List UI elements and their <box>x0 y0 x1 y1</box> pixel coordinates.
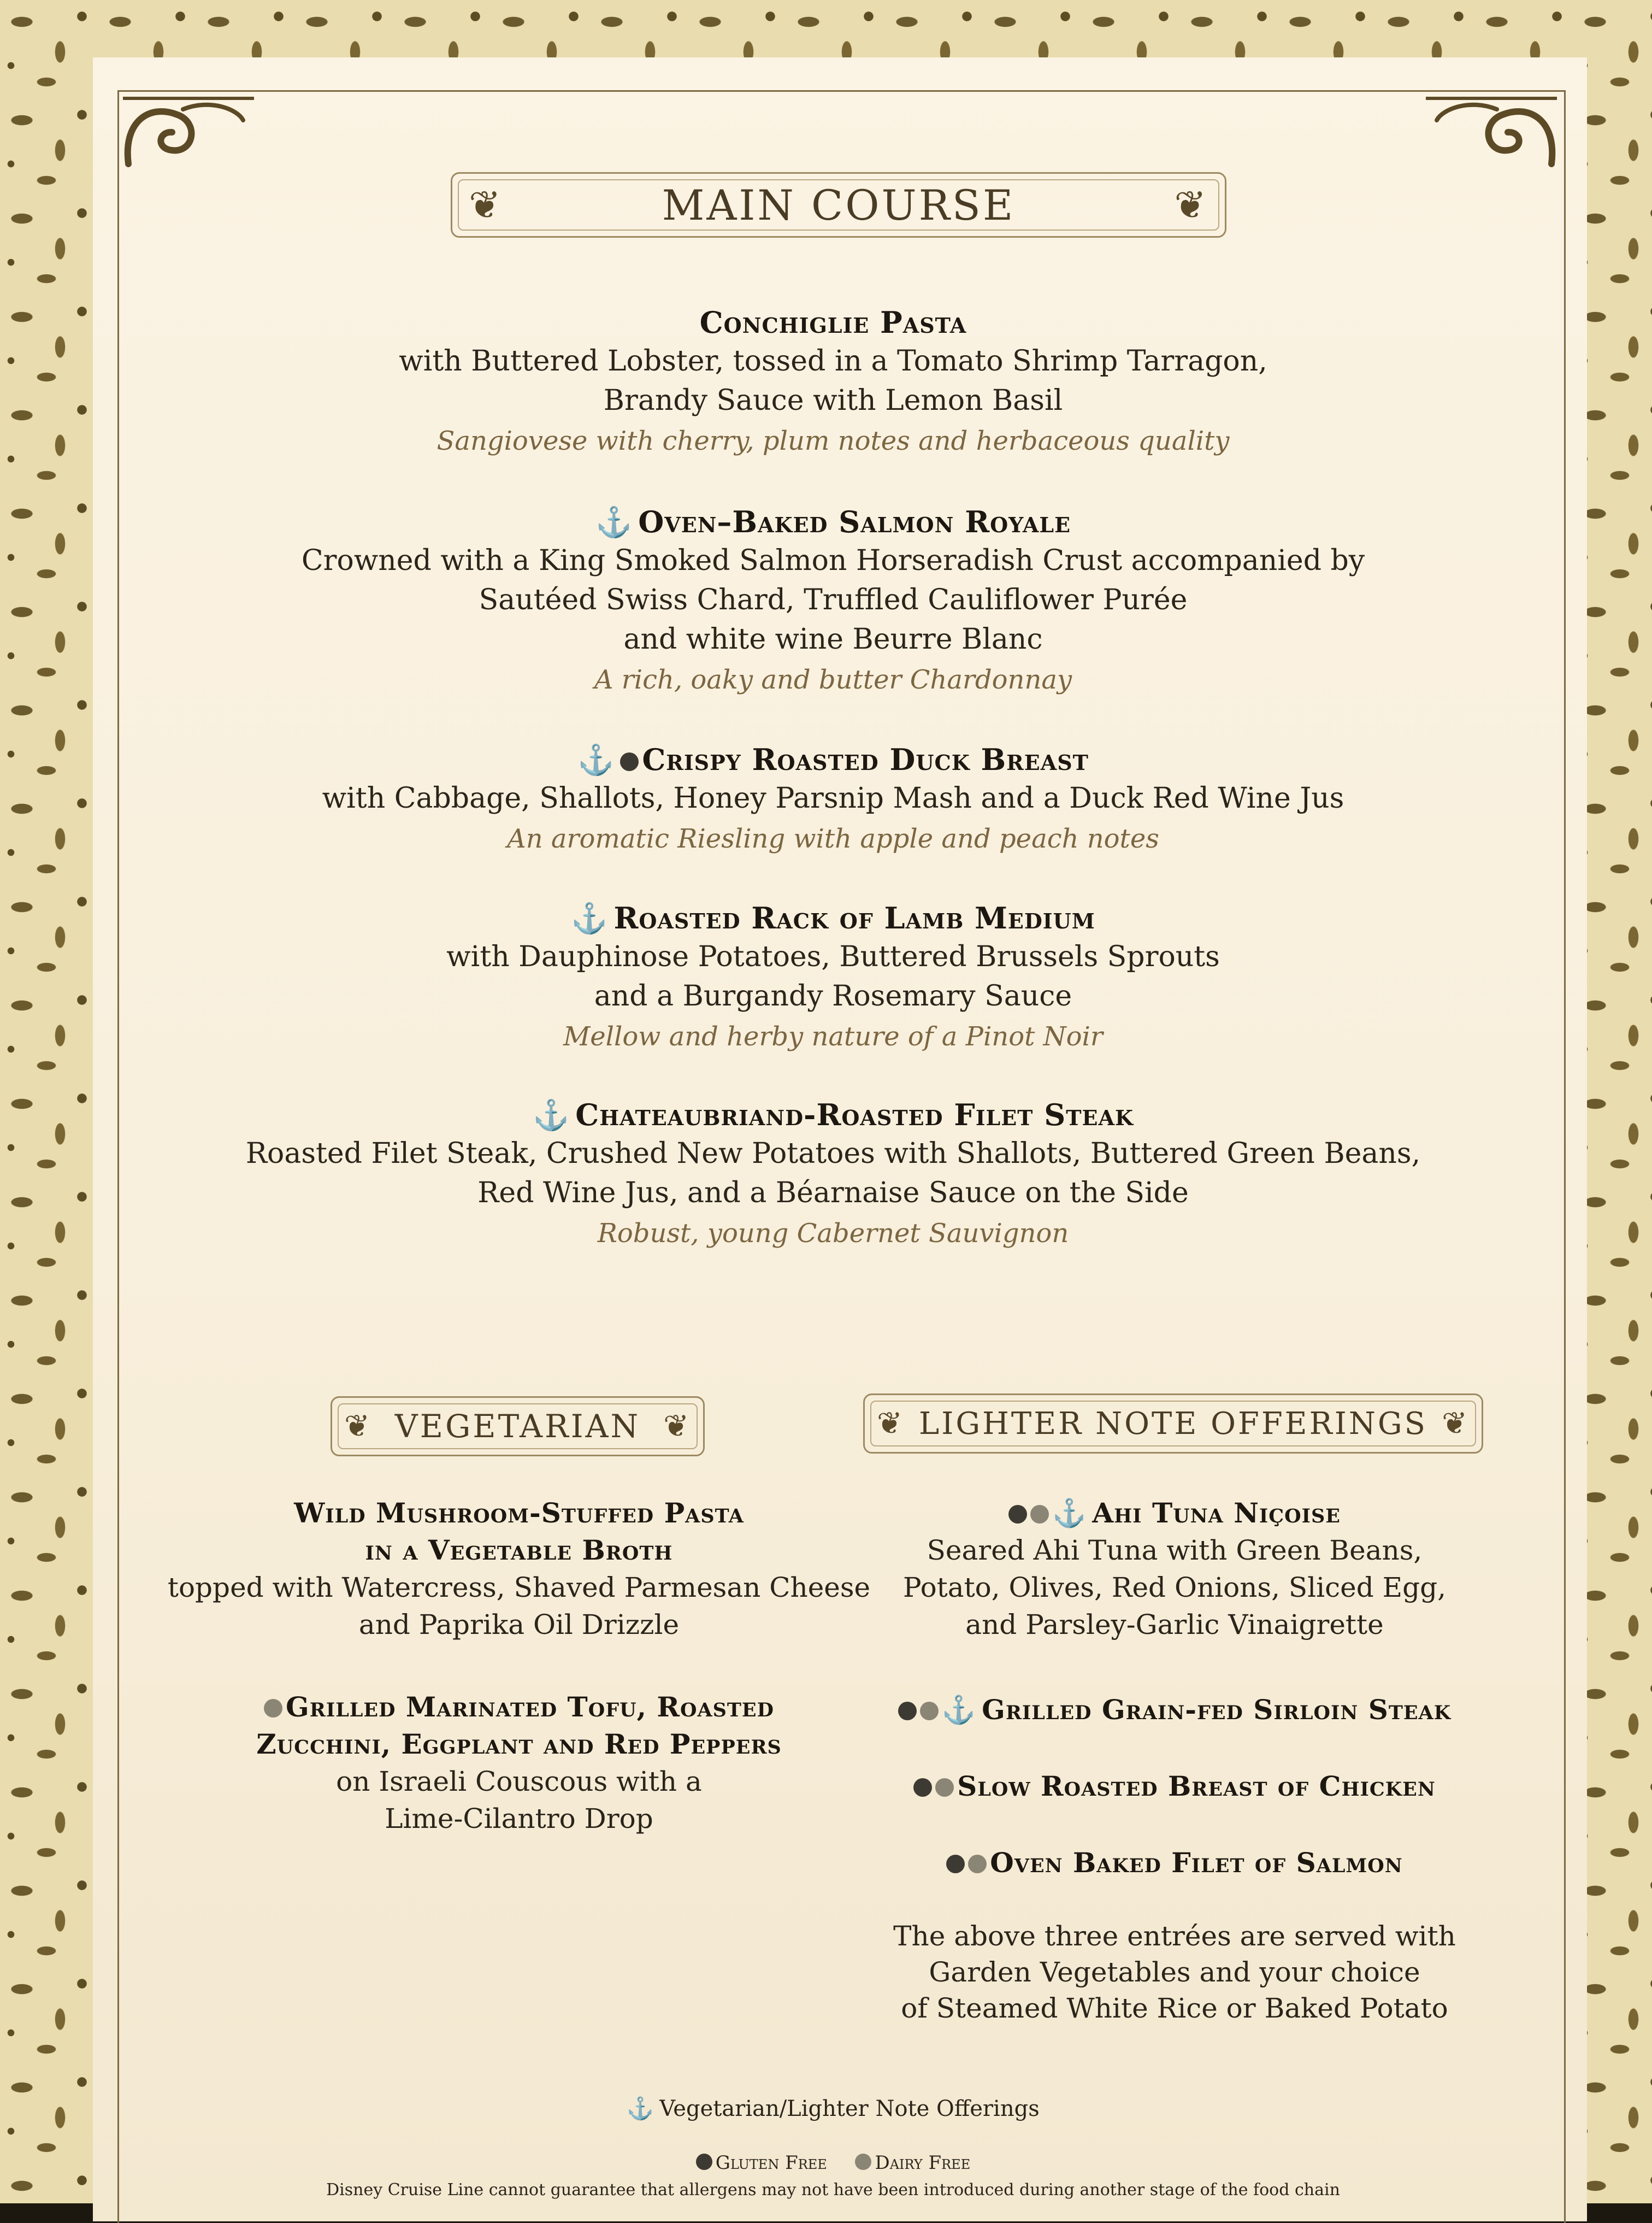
gluten-free-icon <box>1008 1505 1027 1524</box>
gluten-free-icon <box>898 1702 917 1720</box>
dish-name: Chateaubriand-Roasted Filet Steak <box>575 1097 1134 1132</box>
dish-item <box>858 1844 1491 1881</box>
lighter-note-icon: ⚓ <box>571 901 609 936</box>
dish-name: Crispy Roasted Duck Breast <box>642 742 1089 777</box>
dish-item <box>858 1691 1491 1728</box>
entree-note-line: Garden Vegetables and your choice <box>929 1956 1420 1988</box>
dish-description: on Israeli Couscous with a <box>336 1766 702 1797</box>
vegetarian-banner <box>331 1396 705 1456</box>
dish-name: Slow Roasted Breast of Chicken <box>957 1770 1436 1802</box>
gluten-free-icon <box>913 1778 932 1797</box>
dish-name: Zucchini, Eggplant and Red Peppers <box>256 1728 782 1760</box>
dish-name: Roasted Rack of Lamb Medium <box>613 901 1095 936</box>
section-title: MAIN COURSE <box>662 180 1016 230</box>
dairy-free-icon <box>935 1778 954 1797</box>
dish-item <box>153 1689 885 1837</box>
corner-flourish-icon <box>117 87 259 169</box>
wine-pairing: An aromatic Riesling with apple and peach notes <box>507 824 1159 854</box>
dish-item <box>164 740 1502 860</box>
wine-pairing: Sangiovese with cherry, plum notes and herbaceous quality <box>436 426 1230 456</box>
dish-item <box>164 899 1502 1057</box>
lighter-note-icon: ⚓ <box>627 2096 654 2121</box>
dish-description: Seared Ahi Tuna with Green Beans, <box>927 1534 1423 1566</box>
dish-name: in a Vegetable Broth <box>365 1534 673 1566</box>
wine-pairing: Mellow and herby nature of a Pinot Noir <box>563 1021 1103 1052</box>
fleur-ornament-icon: ❦ <box>344 1408 372 1444</box>
dairy-free-icon <box>920 1702 939 1720</box>
dish-item <box>858 1495 1491 1643</box>
section-title: VEGETARIAN <box>394 1408 641 1445</box>
dish-item <box>858 1768 1491 1805</box>
dish-description: and a Burgandy Rosemary Sauce <box>594 980 1072 1013</box>
dish-item <box>164 303 1502 462</box>
dish-description: Potato, Olives, Red Onions, Sliced Egg, <box>902 1572 1447 1603</box>
dish-description: with Cabbage, Shallots, Honey Parsnip Mash and a Duck Red Wine Jus <box>322 782 1344 815</box>
lighter-note-icon: ⚓ <box>595 504 633 539</box>
lighter-note-icon: ⚓ <box>577 742 615 777</box>
lighter-note-icon: ⚓ <box>941 1693 977 1726</box>
entree-note-line: of Steamed White Rice or Baked Potato <box>901 1992 1448 2024</box>
dish-description: and Paprika Oil Drizzle <box>358 1609 680 1640</box>
dairy-free-label: Dairy Free <box>875 2152 971 2174</box>
gluten-free-icon <box>946 1855 965 1873</box>
dish-description: Sautéed Swiss Chard, Truffled Cauliflower Purée <box>479 584 1188 616</box>
gluten-free-label: Gluten Free <box>715 2152 827 2174</box>
dish-description: topped with Watercress, Shaved Parmesan Cheese <box>167 1572 871 1603</box>
dairy-free-icon <box>1030 1505 1049 1524</box>
fleur-ornament-icon: ❦ <box>1174 183 1208 227</box>
allergen-key <box>164 2152 1502 2174</box>
dish-name: Ahi Tuna Niçoise <box>1092 1497 1341 1529</box>
dairy-free-icon <box>264 1699 282 1718</box>
lighter-note-icon: ⚓ <box>1052 1497 1087 1529</box>
dish-description: Lime-Cilantro Drop <box>385 1803 653 1834</box>
fleur-ornament-icon: ❦ <box>1442 1405 1470 1442</box>
dish-name: Grilled Marinated Tofu, Roasted <box>286 1691 774 1723</box>
legend <box>164 2096 1502 2121</box>
dish-name: Wild Mushroom-Stuffed Pasta <box>294 1497 744 1529</box>
fleur-ornament-icon: ❦ <box>469 183 503 227</box>
lighter-note-icon: ⚓ <box>533 1097 570 1132</box>
fleur-ornament-icon: ❦ <box>877 1405 905 1442</box>
gluten-free-icon <box>696 2154 712 2170</box>
dish-description: with Buttered Lobster, tossed in a Tomato Shrimp Tarragon, <box>399 345 1267 378</box>
dairy-free-icon <box>968 1855 987 1873</box>
dish-name: Conchiglie Pasta <box>699 305 967 340</box>
dish-description: Crowned with a King Smoked Salmon Horseradish Crust accompanied by <box>301 544 1365 577</box>
wine-pairing: Robust, young Cabernet Sauvignon <box>597 1218 1069 1249</box>
section-title: LIGHTER NOTE OFFERINGS <box>919 1405 1427 1442</box>
main-course-banner <box>451 172 1226 238</box>
dish-description: with Dauphinose Potatoes, Buttered Brussels Sprouts <box>446 940 1220 973</box>
dish-item <box>153 1495 885 1643</box>
dish-description: and white wine Beurre Blanc <box>623 623 1043 656</box>
dish-description: Brandy Sauce with Lemon Basil <box>603 384 1063 417</box>
wine-pairing: A rich, oaky and butter Chardonnay <box>594 664 1072 695</box>
dish-name: Oven Baked Filet of Salmon <box>990 1846 1403 1879</box>
entree-note-line: The above three entrées are served with <box>893 1920 1456 1952</box>
gluten-free-icon <box>620 752 639 771</box>
dish-item <box>164 503 1502 701</box>
legend-text: Vegetarian/Lighter Note Offerings <box>659 2096 1040 2121</box>
dish-description: and Parsley-Garlic Vinaigrette <box>965 1609 1384 1640</box>
entree-note <box>858 1918 1491 2026</box>
dish-name: Oven–Baked Salmon Royale <box>638 504 1071 539</box>
lighter-note-banner <box>863 1393 1483 1454</box>
allergen-disclaimer: Disney Cruise Line cannot guarantee that allergens may not have been introduced during another stage of the food chain <box>326 2180 1340 2200</box>
corner-flourish-icon <box>1420 87 1562 169</box>
dish-item <box>164 1096 1502 1254</box>
dish-description: Roasted Filet Steak, Crushed New Potatoes with Shallots, Buttered Green Beans, <box>245 1137 1421 1170</box>
dairy-free-icon <box>855 2154 871 2170</box>
fleur-ornament-icon: ❦ <box>663 1408 691 1444</box>
dish-description: Red Wine Jus, and a Béarnaise Sauce on the Side <box>477 1177 1189 1209</box>
dish-name: Grilled Grain-fed Sirloin Steak <box>982 1693 1452 1726</box>
